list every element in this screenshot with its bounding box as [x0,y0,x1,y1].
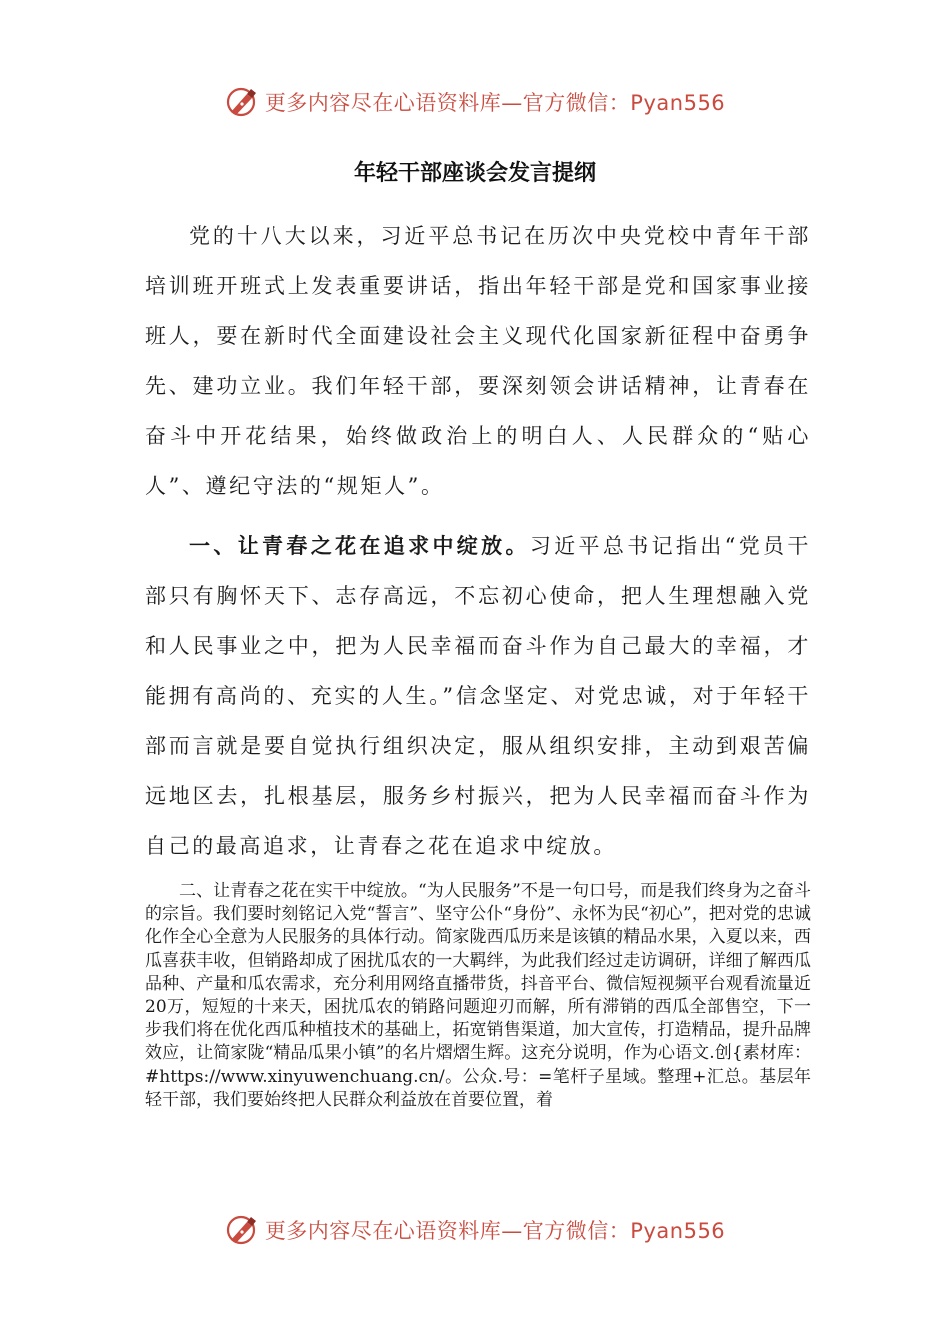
footer-banner-text: 更多内容尽在心语资料库—官方微信：Pyan556 [264,1219,726,1243]
footer-watermark-banner [0,1210,950,1250]
header-watermark-banner [0,82,950,122]
document-title: 年轻干部座谈会发言提纲 [353,161,596,186]
intro-paragraph: 党的十八大以来，习近平总书记在历次中央党校中青年干部培训班开班式上发表重要讲话，指出年轻干部是党和国家事业接班人，要在新时代全面建设社会主义现代化国家新征程中奋勇争先、建功立业。我们年轻干部，要深刻领会讲话精神，让青春在奋斗中开花结果，始终做政治上的明白人、人民群众的“贴心人”、遵纪守法的“规矩人”。 [145,224,811,498]
section-1-body: 习近平总书记指出“党员干部只有胸怀天下、志存高远，不忘初心使命，把人生理想融入党和人民事业之中，把为人民幸福而奋斗作为自己最大的幸福，才能拥有高尚的、充实的人生。”信念坚定、对党忠诚，对于年轻干部而言就是要自觉执行组织决定，服从组织安排，主动到艰苦偏远地区去，扎根基层，服务乡村振兴，把为人民幸福而奋斗作为自己的最高追求，让青春之花在追求中绽放。 [145,534,812,858]
section-2-paragraph: 二、让青春之花在实干中绽放。“为人民服务”不是一句口号，而是我们终身为之奋斗的宗旨。我们要时刻铭记入党“誓言”、坚守公仆“身份”、永怀为民“初心”，把对党的忠诚化作全心全意为人民服务的具体行动。简家陇西瓜历来是该镇的精品水果，入夏以来，西瓜喜获丰收，但销路却成了困扰瓜农的一大羁绊，为此我们经过走访调研，详细了解西瓜品种、产量和瓜农需求，充分利用网络直播带货，抖音平台、微信短视频平台观看流量近20万，短短的十来天，困扰瓜农的销路问题迎刃而解，所有滞销的西瓜全部售空，下一步我们将在优化西瓜种植技术的基础上，拓宽销售渠道，加大宣传，打造精品，提升品牌效应，让简家陇“精品瓜果小镇”的名片熠熠生辉。这充分说明，作为心语文.创{素材库：#https://www.xinyuwenchuang.cn/。公众.号：=笔杆子星域。整理+汇总。基层年轻干部，我们要始终把人民群众利益放在首要位置，着 [145,881,811,1110]
section-1-paragraph [145,521,811,871]
section-1-heading: 一、让青春之花在追求中绽放。 [189,534,530,558]
header-banner-text: 更多内容尽在心语资料库—官方微信：Pyan556 [264,91,726,115]
pen-nib-logo-icon [225,1213,259,1247]
pen-nib-logo-icon [225,85,259,119]
